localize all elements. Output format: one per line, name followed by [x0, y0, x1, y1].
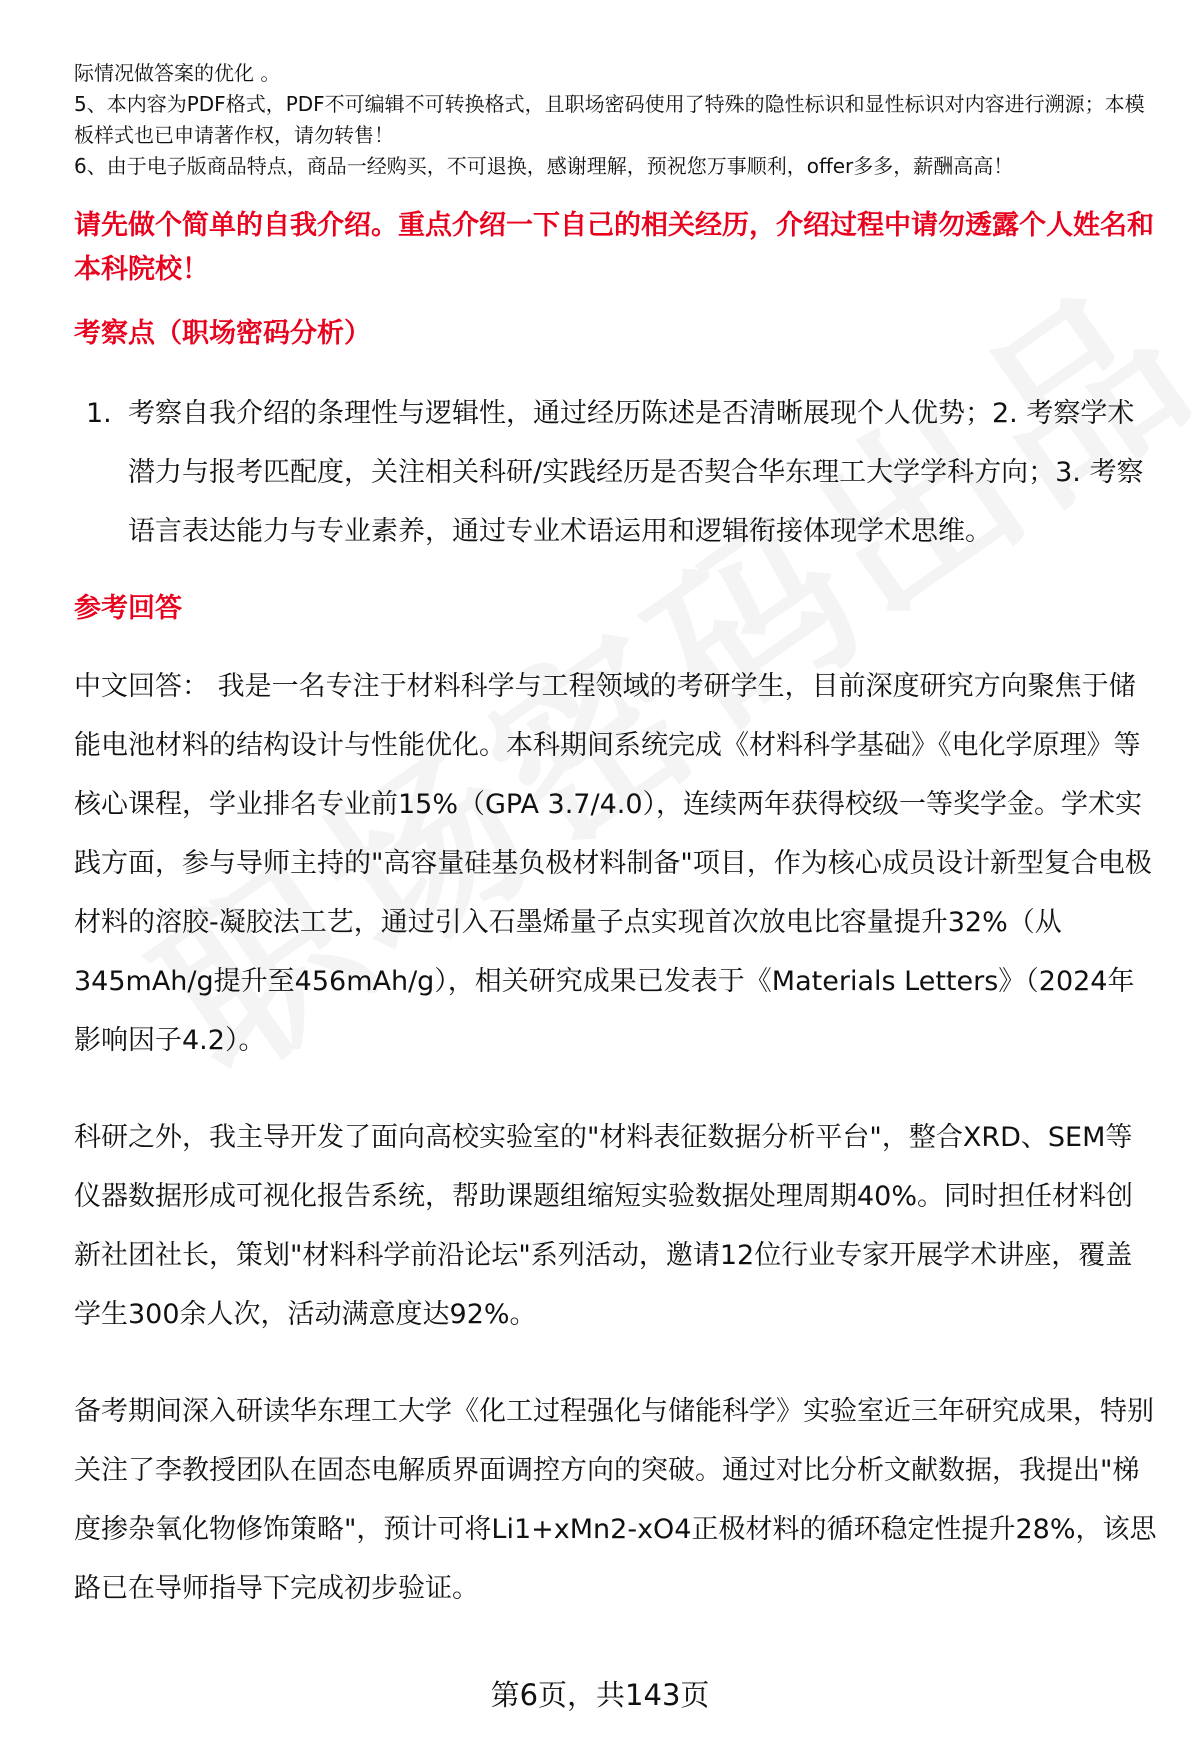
interview-question: 请先做个简单的自我介绍。重点介绍一下自己的相关经历，介绍过程中请勿透露个人姓名和本科院校！ [74, 210, 1154, 285]
answer-paragraph: 备考期间深入研读华东理工大学《化工过程强化与储能科学》实验室近三年研究成果，特别关注了李教授团队在固态电解质界面调控方向的突破。通过对比分析文献数据，我提出"梯度掺杂氧化物修饰策略"，预计可将Li1+xMn2-xO4正极材料的循环稳定性提升28%，该思路已在导师指导下完成初步验证。 [74, 1396, 1157, 1604]
answer-paragraph: 科研之外，我主导开发了面向高校实验室的"材料表征数据分析平台"，整合XRD、SEM等仪器数据形成可视化报告系统，帮助课题组缩短实验数据处理周期40%。同时担任材料创新社团社长，策划"材料科学前沿论坛"系列活动，邀请12位行业专家开展学术讲座，覆盖学生300余人次，活动满意度达92%。 [74, 1122, 1134, 1330]
note-line: 5、本内容为PDF格式，PDF不可编辑不可转换格式，且职场密码使用了特殊的隐性标识和显性标识对内容进行溯源；本模板样式也已申请著作权，请勿转售！ [74, 92, 1145, 147]
exam-points-title: 考察点（职场密码分析） [74, 318, 371, 349]
reference-answer-title: 参考回答 [74, 593, 182, 624]
page-content [74, 58, 1159, 1618]
exam-points-list-item [74, 384, 1159, 561]
note-line: 际情况做答案的优化 。 [74, 61, 281, 85]
list-number: 1. [86, 398, 112, 429]
note-line: 6、由于电子版商品特点，商品一经购买，不可退换，感谢理解，预祝您万事顺利，offer多多，薪酬高高！ [74, 154, 1014, 178]
page-number-footer: 第6页，共143页 [490, 1678, 710, 1712]
answer-paragraph: 中文回答： 我是一名专注于材料科学与工程领域的考研学生，目前深度研究方向聚焦于储能电池材料的结构设计与性能优化。本科期间系统完成《材料科学基础》《电化学原理》等核心课程，学业排名专业前15%（GPA 3.7/4.0），连续两年获得校级一等奖学金。学术实践方面，参与导师主持的"高容量硅基负极材料制备"项目，作为核心成员设计新型复合电极材料的溶胶-凝胶法工艺，通过引入石墨烯量子点实现首次放电比容量提升32%（从345mAh/g提升至456mAh/g），相关研究成果已发表于《Materials Letters》（2024年影响因子4.2）。 [74, 671, 1152, 1056]
notes-section [74, 58, 1159, 182]
exam-points-text: 考察自我介绍的条理性与逻辑性，通过经历陈述是否清晰展现个人优势；2. 考察学术潜力与报考匹配度，关注相关科研/实践经历是否契合华东理工大学学科方向；3. 考察语言表达能力与专业素养，通过专业术语运用和逻辑衔接体现学术思维。 [128, 398, 1144, 547]
